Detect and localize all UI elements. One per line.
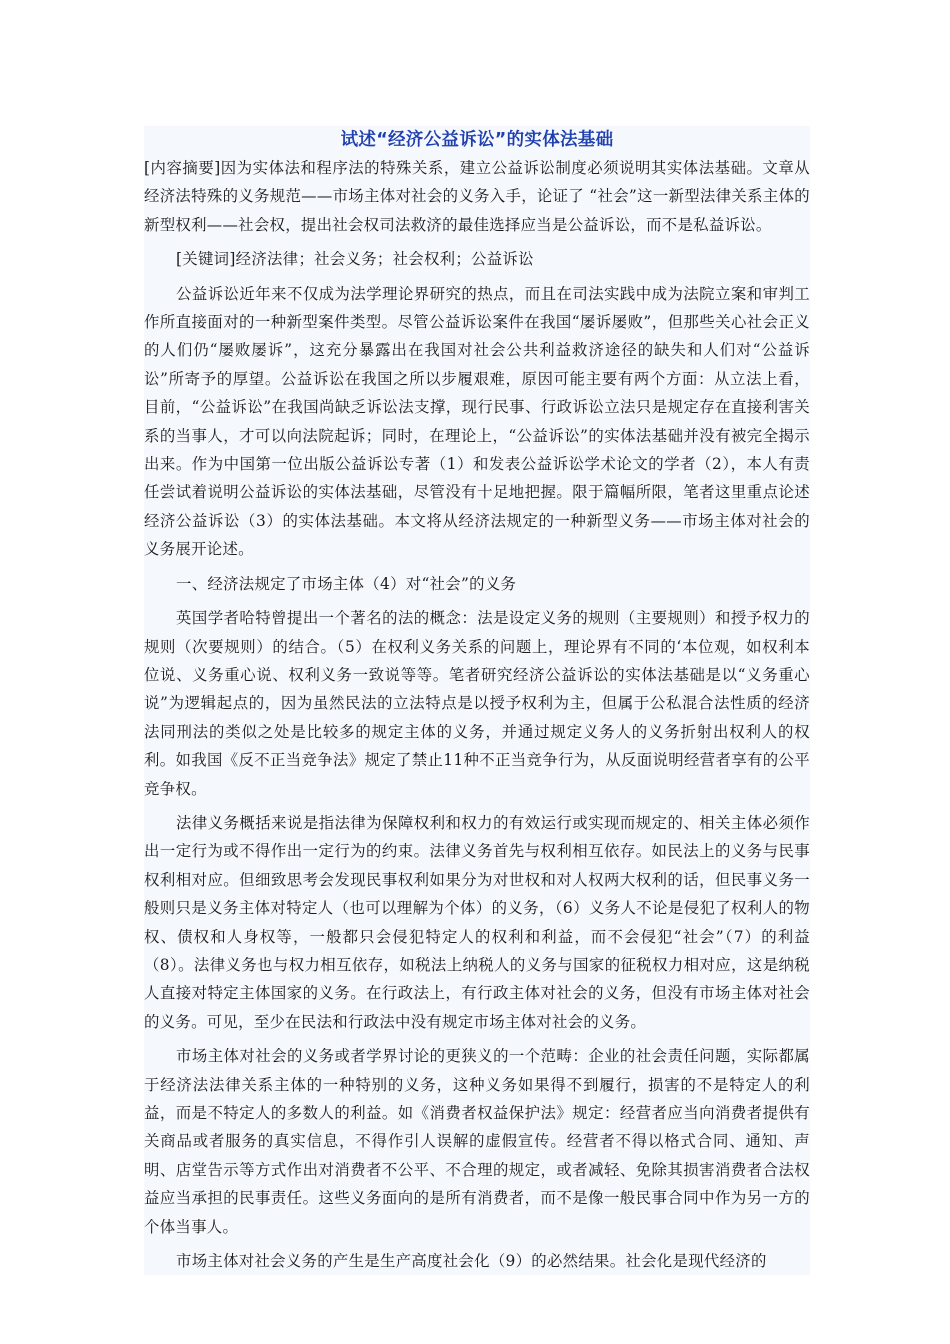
keywords-paragraph: [关键词]经济法律；社会义务；社会权利；公益诉讼 [176, 250, 534, 269]
article-title: 试述“经济公益诉讼”的实体法基础 [340, 130, 614, 150]
body-paragraph: 公益诉讼近年来不仅成为法学理论界研究的热点，而且在司法实践中成为法院立案和审判工作所直接面对的一种新型案件类型。尽管公益诉讼案件在我国“屡诉屡败”，但那些关心社会正义的人们仍“屡败屡诉”，这充分暴露出在我国对社会公共利益救济途径的缺失和人们对“公益诉讼”所寄予的厚望。公益诉讼在我国之所以步履艰难，原因可能主要有两个方面：从立法上看，目前，“公益诉讼”在我国尚缺乏诉讼法支撑，现行民事、行政诉讼立法只是规定存在直接利害关系的当事人，才可以向法院起诉；同时，在理论上，“公益诉讼”的实体法基础并没有被完全揭示出来。作为中国第一位出版公益诉讼专著（1）和发表公益诉讼学术论文的学者（2），本人有责任尝试着说明公益诉讼的实体法基础，尽管没有十足地把握。限于篇幅所限，笔者这里重点论述经济公益诉讼（3）的实体法基础。本文将从经济法规定的一种新型义务——市场主体对社会的义务展开论述。 [144, 284, 810, 559]
body-paragraph: 英国学者哈特曾提出一个著名的法的概念：法是设定义务的规则（主要规则）和授予权力的规则（次要规则）的结合。（5）在权利义务关系的问题上，理论界有不同的‘本位观，如权利本位说、义务重心说、权利义务一致说等等。笔者研究经济公益诉讼的实体法基础是以“义务重心说”为逻辑起点的，因为虽然民法的立法特点是以授予权利为主，但属于公私混合法性质的经济法同刑法的类似之处是比较多的规定主体的义务，并通过规定义务人的义务折射出权利人的权利。如我国《反不正当竞争法》规定了禁止11种不正当竞争行为，从反面说明经营者享有的公平竞争权。 [144, 609, 810, 798]
body-paragraph: 市场主体对社会义务的产生是生产高度社会化（9）的必然结果。社会化是现代经济的 [176, 1252, 767, 1271]
article-body [144, 126, 810, 1275]
section-heading: 一、经济法规定了市场主体（4）对“社会”的义务 [176, 574, 517, 593]
abstract-paragraph: [内容摘要]因为实体法和程序法的特殊关系，建立公益诉讼制度必须说明其实体法基础。文章从经济法特殊的义务规范——市场主体对社会的义务入手，论证了 “社会”这一新型法律关系主体的新型权利——社会权，提出社会权司法救济的最佳选择应当是公益诉讼，而不是私益诉讼。 [144, 159, 810, 234]
body-paragraph: 市场主体对社会的义务或者学界讨论的更狭义的一个范畴：企业的社会责任问题，实际都属于经济法法律关系主体的一种特别的义务，这种义务如果得不到履行，损害的不是特定人的利益，而是不特定人的多数人的利益。如《消费者权益保护法》规定：经营者应当向消费者提供有关商品或者服务的真实信息，不得作引人误解的虚假宣传。经营者不得以格式合同、通知、声明、店堂告示等方式作出对消费者不公平、不合理的规定，或者减轻、免除其损害消费者合法权益应当承担的民事责任。这些义务面向的是所有消费者，而不是像一般民事合同中作为另一方的个体当事人。 [144, 1047, 810, 1236]
body-paragraph: 法律义务概括来说是指法律为保障权利和权力的有效运行或实现而规定的、相关主体必须作出一定行为或不得作出一定行为的约束。法律义务首先与权利相互依存。如民法上的义务与民事权利相对应。但细致思考会发现民事权利如果分为对世权和对人权两大权利的话，但民事义务一般则只是义务主体对特定人（也可以理解为个体）的义务，（6）义务人不论是侵犯了权利人的物权、债权和人身权等，一般都只会侵犯特定人的权利和利益，而不会侵犯“社会”（7）的利益（8）。法律义务也与权力相互依存，如税法上纳税人的义务与国家的征税权力相对应，这是纳税人直接对特定主体国家的义务。在行政法上，有行政主体对社会的义务，但没有市场主体对社会的义务。可见，至少在民法和行政法中没有规定市场主体对社会的义务。 [144, 813, 810, 1031]
